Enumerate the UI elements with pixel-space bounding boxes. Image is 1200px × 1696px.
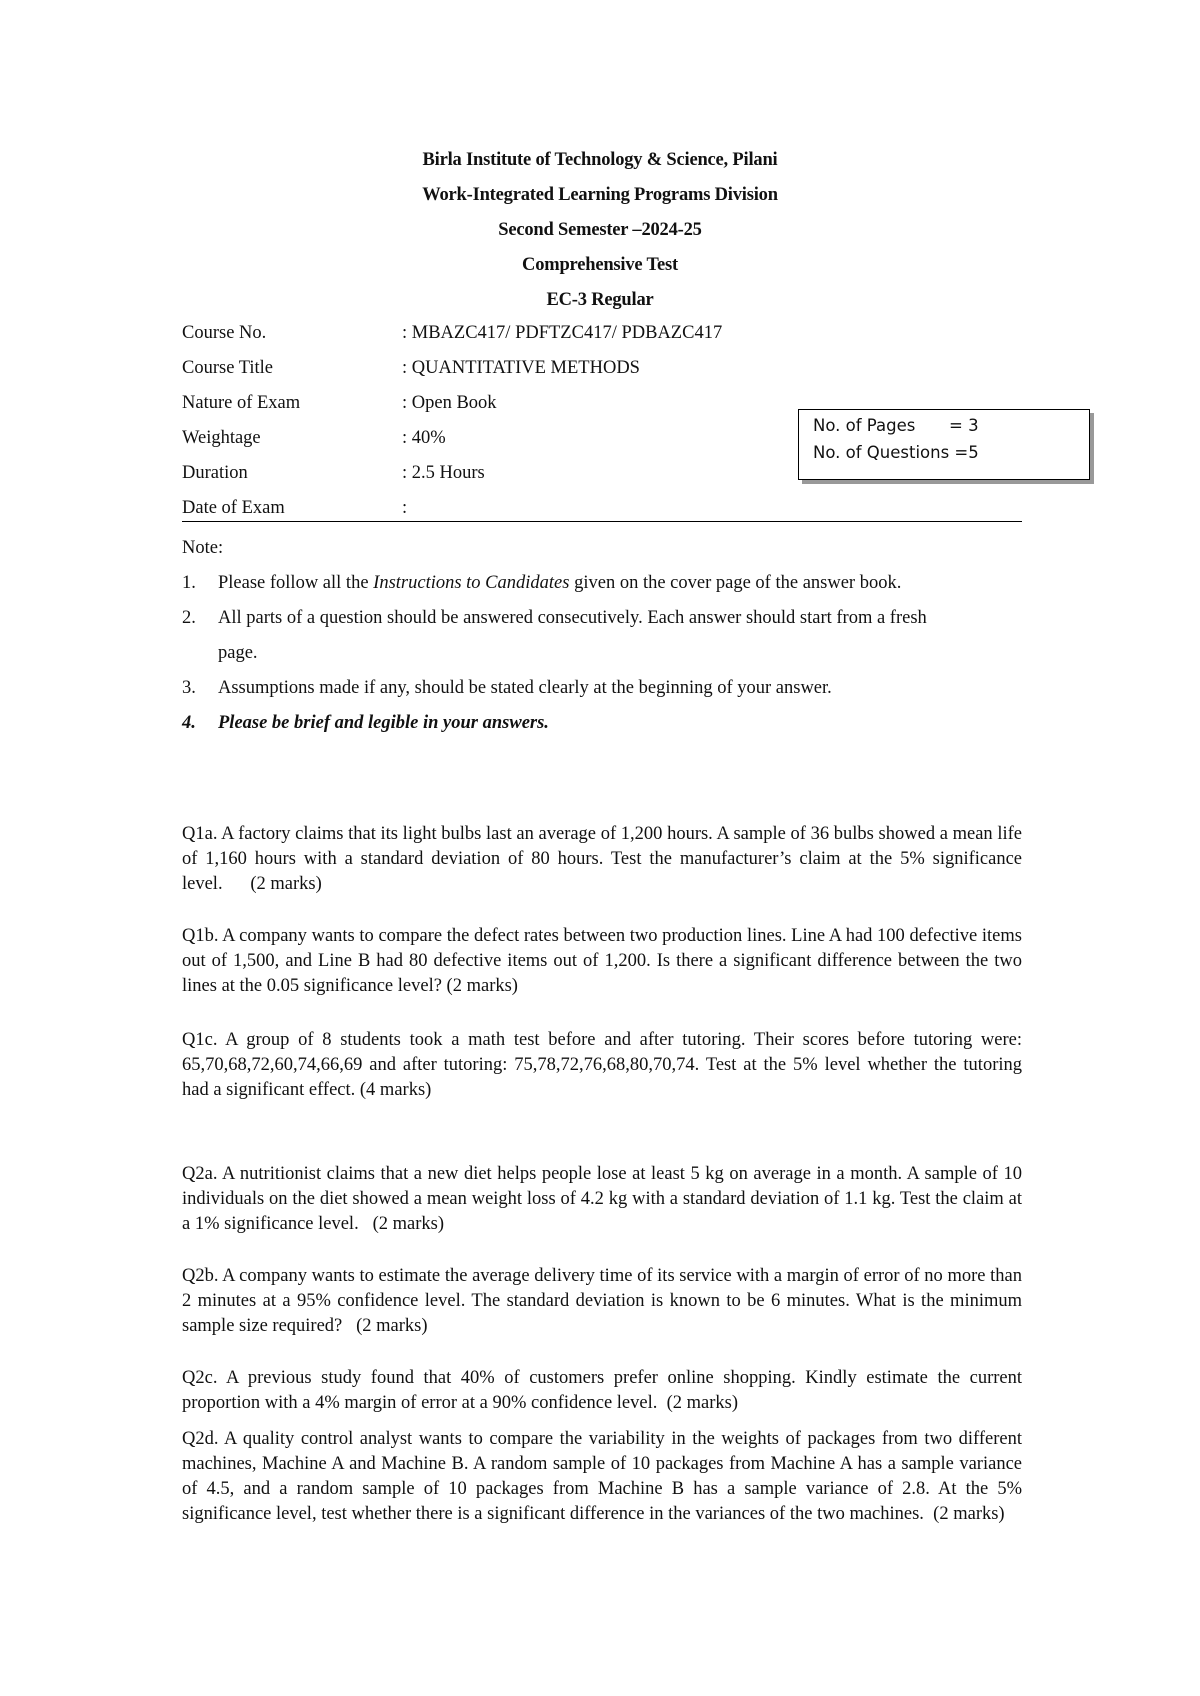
date-value: :	[402, 498, 408, 518]
question-text: Q2b. A company wants to estimate the average delivery time of its service with a margin of error of no more than 2 minutes at a 95% confidence level. The standard deviation is known to be 6 minutes. What is the minimum sample size required? (2 marks)	[182, 1266, 1022, 1336]
note-item-3	[182, 671, 1022, 706]
question-q1b	[182, 924, 1022, 999]
note-item-2-continued	[182, 636, 1022, 671]
notes-section	[182, 531, 1022, 741]
exam-header	[0, 143, 1200, 318]
note-emphasis: Instructions to Candidates	[373, 573, 570, 593]
question-q2b	[182, 1264, 1022, 1339]
note-text: given on the cover page of the answer book.	[569, 573, 902, 593]
question-text: Q2c. A previous study found that 40% of customers prefer online shopping. Kindly estimate the current proportion with a 4% margin of error at a 90% confidence level. (2 marks)	[182, 1368, 1022, 1413]
semester: Second Semester –2024-25	[498, 220, 702, 240]
note-title	[182, 531, 1022, 566]
test-name: Comprehensive Test	[522, 255, 678, 275]
note-text: All parts of a question should be answered consecutively. Each answer should start from a fresh	[218, 608, 927, 628]
pages-label: No. of Pages	[813, 416, 916, 435]
question-q2d	[182, 1427, 1022, 1527]
note-number: 3.	[182, 678, 196, 698]
question-text: Q1b. A company wants to compare the defect rates between two production lines. Line A had 100 defective items out of 1,500, and Line B had 80 defective items out of 1,200. Is there a significant difference between the two lines at the 0.05 significance level? (2 marks)	[182, 926, 1022, 996]
questions-count: No. of Questions =5	[813, 443, 979, 462]
note-item-2	[182, 601, 1022, 636]
nature-label: Nature of Exam	[182, 393, 301, 413]
question-q1a	[182, 822, 1022, 897]
info-row-course-no	[182, 316, 1022, 351]
division-name: Work-Integrated Learning Programs Division	[422, 185, 778, 205]
note-text: Assumptions made if any, should be stated clearly at the beginning of your answer.	[218, 678, 832, 698]
note-item-4	[182, 706, 1022, 741]
question-q2c	[182, 1366, 1022, 1416]
institute-name: Birla Institute of Technology & Science, Pilani	[422, 150, 778, 170]
course-no-label: Course No.	[182, 323, 267, 343]
duration-value: : 2.5 Hours	[402, 463, 485, 483]
course-no-value: : MBAZC417/ PDFTZC417/ PDBAZC417	[402, 323, 723, 343]
question-q1c	[182, 1028, 1022, 1103]
question-text: Q2a. A nutritionist claims that a new diet helps people lose at least 5 kg on average in a month. A sample of 10 individuals on the diet showed a mean weight loss of 4.2 kg with a standard deviation of 1.1 kg. Test the claim at a 1% significance level. (2 marks)	[182, 1164, 1022, 1234]
duration-label: Duration	[182, 463, 248, 483]
date-label: Date of Exam	[182, 498, 285, 518]
weightage-value: : 40%	[402, 428, 446, 448]
note-text: Please follow all the	[218, 573, 374, 593]
nature-value: : Open Book	[402, 393, 497, 413]
question-text: Q1c. A group of 8 students took a math test before and after tutoring. Their scores before tutoring were: 65,70,68,72,60,74,66,69 and after tutoring: 75,78,72,76,68,80,70,74. Test at the 5% level whether the tutoring had a significant effect. (4 marks)	[182, 1030, 1022, 1100]
note-item-1	[182, 566, 1022, 601]
pages-value: = 3	[949, 416, 979, 435]
header-divider	[182, 521, 1022, 522]
question-q2a	[182, 1162, 1022, 1237]
course-title-value: : QUANTITATIVE METHODS	[402, 358, 640, 378]
note-number: 4.	[182, 713, 196, 733]
note-text: Please be brief and legible in your answers.	[218, 713, 549, 733]
note-heading: Note:	[182, 538, 224, 558]
page-count-box	[798, 409, 1090, 480]
weightage-label: Weightage	[182, 428, 261, 448]
course-title-label: Course Title	[182, 358, 273, 378]
info-row-course-title	[182, 351, 1022, 386]
note-number: 2.	[182, 608, 196, 628]
note-text: page.	[218, 643, 258, 663]
ec-label: EC-3 Regular	[546, 290, 654, 310]
question-text: Q2d. A quality control analyst wants to compare the variability in the weights of packages from two different machines, Machine A and Machine B. A random sample of 10 packages from Machine A has a sample variance of 4.5, and a random sample of 10 packages from Machine B has a sample variance of 2.8. At the 5% significance level, test whether there is a significant difference in the variances of the two machines. (2 marks)	[182, 1429, 1022, 1524]
question-text: Q1a. A factory claims that its light bulbs last an average of 1,200 hours. A sample of 36 bulbs showed a mean life of 1,160 hours with a standard deviation of 80 hours. Test the manufacturer’s claim at the 5% significance level. (2 marks)	[182, 824, 1022, 894]
note-number: 1.	[182, 573, 196, 593]
